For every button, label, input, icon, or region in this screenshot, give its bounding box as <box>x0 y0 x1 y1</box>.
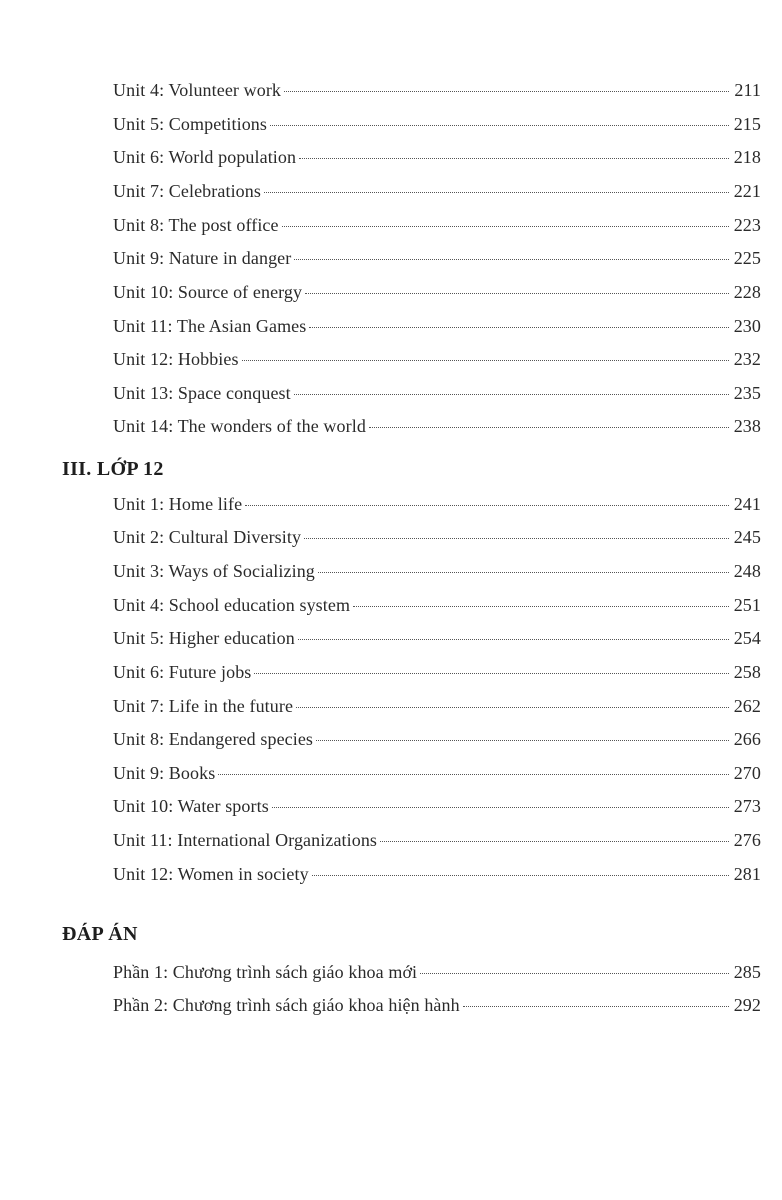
toc-entry <box>113 489 761 519</box>
dot-leader <box>296 706 729 708</box>
toc-entry-page: 223 <box>733 215 761 235</box>
toc-entry-page: 276 <box>733 830 761 850</box>
toc-entry-label: Unit 6: Future jobs <box>113 662 252 682</box>
dot-leader <box>254 672 729 674</box>
toc-entry <box>113 142 761 172</box>
dot-leader <box>282 225 729 227</box>
dot-leader <box>270 124 729 126</box>
toc-entry-label: Unit 11: The Asian Games <box>113 316 307 336</box>
toc-entry-label: Unit 4: Volunteer work <box>113 80 282 100</box>
toc-entry-page: 254 <box>733 628 761 648</box>
toc-entry <box>113 210 761 240</box>
toc-entry-page: 211 <box>734 80 761 100</box>
dot-leader <box>294 258 729 260</box>
toc-entry-label: Unit 10: Water sports <box>113 796 269 816</box>
toc-entry-label: Unit 10: Source of energy <box>113 282 303 302</box>
toc-entry-page: 225 <box>733 248 761 268</box>
toc-entry-label: Phần 2: Chương trình sách giáo khoa hiện hành <box>113 995 460 1015</box>
toc-entry-page: 230 <box>733 316 761 336</box>
dot-leader <box>463 1005 729 1007</box>
toc-entry <box>113 957 761 987</box>
toc-entry <box>113 825 761 855</box>
dot-leader <box>294 393 729 395</box>
toc-entry <box>113 311 761 341</box>
toc-entry-page: 262 <box>733 696 761 716</box>
toc-entry-page: 232 <box>733 349 761 369</box>
toc-entry-page: 273 <box>733 796 761 816</box>
toc-entry-label: Unit 14: The wonders of the world <box>113 416 366 436</box>
toc-entry-page: 270 <box>733 763 761 783</box>
toc-entry-label: Unit 13: Space conquest <box>113 383 291 403</box>
toc-entry-page: 228 <box>733 282 761 302</box>
toc-entry-label: Unit 1: Home life <box>113 494 243 514</box>
toc-entry-label: Unit 5: Higher education <box>113 628 295 648</box>
dot-leader <box>312 874 729 876</box>
toc-entry <box>113 657 761 687</box>
dot-leader <box>316 739 729 741</box>
toc-entry <box>113 277 761 307</box>
toc-entry-label: Unit 7: Life in the future <box>113 696 294 716</box>
toc-entry-label: Unit 12: Women in society <box>113 864 309 884</box>
toc-entry-page: 258 <box>733 662 761 682</box>
toc-entry-label: Unit 5: Competitions <box>113 114 268 134</box>
toc-entry-label: Unit 12: Hobbies <box>113 349 239 369</box>
dot-leader <box>305 292 729 294</box>
toc-entry-page: 245 <box>733 527 761 547</box>
toc-entry <box>113 411 761 441</box>
toc-entry <box>113 791 761 821</box>
toc-entry <box>113 691 761 721</box>
toc-entry <box>113 378 761 408</box>
toc-entry-page: 285 <box>733 962 761 982</box>
toc-entry-label: Unit 2: Cultural Diversity <box>113 527 302 547</box>
dot-leader <box>353 605 729 607</box>
toc-entry-page: 266 <box>733 729 761 749</box>
toc-entry-label: Phần 1: Chương trình sách giáo khoa mới <box>113 962 418 982</box>
toc-entry-page: 235 <box>733 383 761 403</box>
section-heading-lop-12: III. LỚP 12 <box>62 458 164 480</box>
toc-entry-page: 215 <box>733 114 761 134</box>
toc-entry <box>113 556 761 586</box>
toc-entry <box>113 859 761 889</box>
dot-leader <box>318 571 729 573</box>
section-heading-dap-an: ĐÁP ÁN <box>62 923 138 945</box>
toc-entry <box>113 176 761 206</box>
toc-entry <box>113 623 761 653</box>
toc-entry-label: Unit 9: Nature in danger <box>113 248 292 268</box>
toc-entry <box>113 758 761 788</box>
toc-entry-label: Unit 7: Celebrations <box>113 181 261 201</box>
dot-leader <box>304 537 729 539</box>
toc-entry-page: 218 <box>733 147 761 167</box>
dot-leader <box>264 191 729 193</box>
dot-leader <box>272 806 729 808</box>
dot-leader <box>218 773 729 775</box>
toc-entry-page: 292 <box>733 995 761 1015</box>
toc-entry <box>113 590 761 620</box>
dot-leader <box>299 157 729 159</box>
dot-leader <box>309 326 729 328</box>
toc-entry-page: 281 <box>733 864 761 884</box>
toc-entry-page: 241 <box>733 494 761 514</box>
toc-entry-label: Unit 8: The post office <box>113 215 279 235</box>
toc-entry-label: Unit 11: International Organizations <box>113 830 378 850</box>
toc-entry <box>113 109 761 139</box>
dot-leader <box>420 972 729 974</box>
toc-entry <box>113 75 761 105</box>
toc-entry-label: Unit 6: World population <box>113 147 297 167</box>
toc-entry-label: Unit 3: Ways of Socializing <box>113 561 315 581</box>
toc-entry-label: Unit 4: School education system <box>113 595 351 615</box>
dot-leader <box>380 840 729 842</box>
toc-entry-page: 221 <box>733 181 761 201</box>
dot-leader <box>284 90 729 92</box>
dot-leader <box>298 638 729 640</box>
toc-entry <box>113 990 761 1020</box>
toc-entry-page: 251 <box>733 595 761 615</box>
dot-leader <box>245 504 729 506</box>
dot-leader <box>369 426 729 428</box>
toc-entry-label: Unit 8: Endangered species <box>113 729 314 749</box>
toc-entry-page: 248 <box>733 561 761 581</box>
toc-entry-page: 238 <box>733 416 761 436</box>
toc-entry-label: Unit 9: Books <box>113 763 216 783</box>
toc-entry <box>113 522 761 552</box>
toc-entry <box>113 724 761 754</box>
toc-entry <box>113 243 761 273</box>
toc-entry <box>113 344 761 374</box>
dot-leader <box>242 359 729 361</box>
